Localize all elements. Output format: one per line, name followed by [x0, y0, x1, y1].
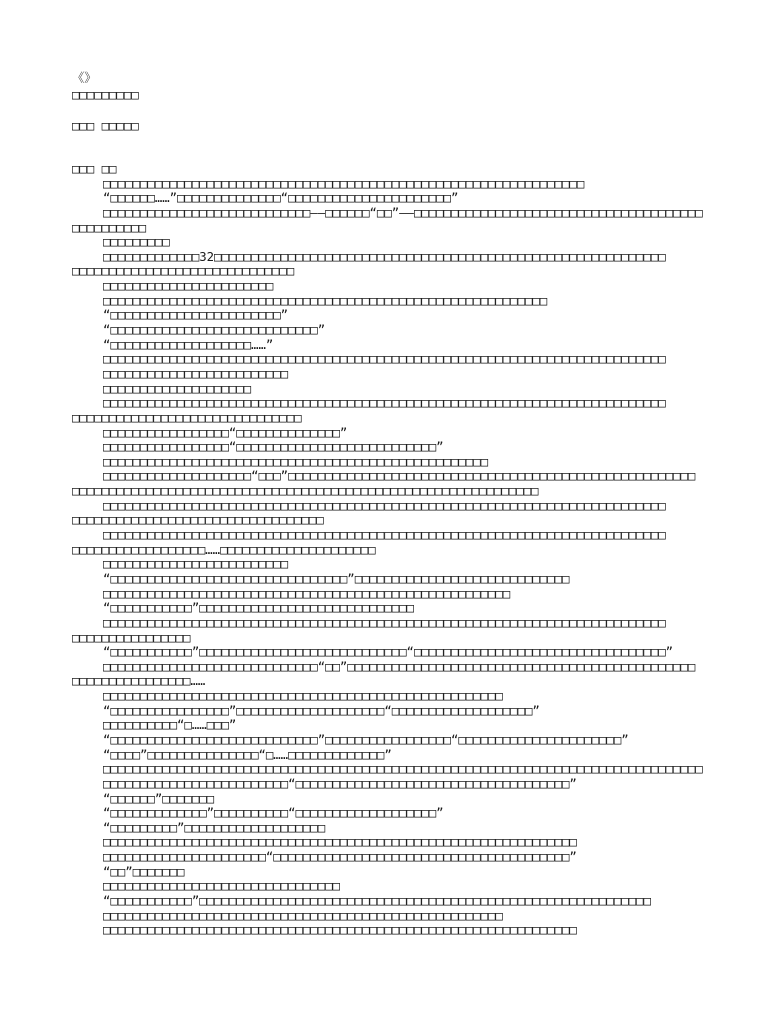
paragraph — [72, 557, 712, 572]
paragraph-line: □□□□□□□□□□□□□□□□□□□□ — [103, 381, 252, 396]
paragraph-line: “□□□□□□□□□”□□□□□□□□□□□□□□□□□□□ — [103, 820, 326, 835]
paragraph — [72, 645, 712, 660]
paragraph-line: “□□□□□□□□□□□”□□□□□□□□□□□□□□□□□□□□□□□□□□□□“□□□□□□□□□□□□□□□□□□□□□□□□□□□□□□□□□□” — [103, 645, 674, 660]
body-text — [72, 162, 712, 938]
paragraph — [72, 806, 712, 821]
paragraph-line: □□□□□□□□□□□□□□□□□□□□□□□□□“□□□□□□□□□□□□□□□□□□□□□□□□□□□□□□□□□□□□□” — [103, 776, 577, 791]
paragraph-line: □□□□□□□□□□□□□□□□□□□□□□□□□ — [103, 557, 289, 572]
paragraph-line: “□□□□□□”□□□□□□□ — [103, 791, 215, 806]
paragraph-line: □□□□□□□□□□□□□□□□□□□□□□□□□□□□□□□□ — [103, 879, 340, 894]
paragraph-line: □□□□□□□□□□□□□□□□□□□□□□□□□□□□□□□ — [72, 410, 302, 425]
paragraph — [72, 469, 712, 498]
paragraph — [72, 792, 712, 807]
paragraph — [72, 323, 712, 338]
paragraph — [72, 382, 712, 397]
paragraph-line: □□□□□□□□□□“□……□□□” — [103, 718, 237, 733]
paragraph — [72, 528, 712, 557]
paragraph-line: □□□□□□□□□□□□□□□□□□□□□□□□□□□□□□ — [72, 264, 295, 279]
paragraph — [72, 250, 712, 279]
paragraph — [72, 704, 712, 719]
paragraph — [72, 601, 712, 616]
paragraph-line: □□□□□□□□□□□□□□□□ — [72, 630, 191, 645]
paragraph-line: □□□□□□□□□□□□□□□□…… — [72, 674, 206, 689]
book-subtitle: □□□□□□□□□ — [72, 88, 139, 102]
paragraph-line: □□□□□□□□□□□□□□□□□□□□□□□□□□□□□□□□□□□□□□□□□□□□□□□□□□□□□□□□□□□□□□□□ — [103, 923, 577, 938]
paragraph-line: □□□□□□□□□□□□□□□□□“□□□□□□□□□□□□□□” — [103, 425, 348, 440]
paragraph-line: □□□□□□□□□ — [103, 235, 170, 250]
paragraph — [72, 206, 712, 235]
paragraph-line: □□□□□□□□□□□□□□□□□□□□□□□□□□□□——□□□□□□“□□”——□□□□□□□□□□□□□□□□□□□□□□□□□□□□□□□□□□□□□□□ — [103, 205, 703, 220]
paragraph — [72, 718, 712, 733]
paragraph — [72, 572, 712, 587]
paragraph — [72, 338, 712, 353]
paragraph — [72, 923, 712, 938]
paragraph-line: □□□□□□□□□□□□□□□□□“□□□□□□□□□□□□□□□□□□□□□□□□□□□” — [103, 440, 444, 455]
paragraph-line: “□□□□□□□□□□□□□□□□□□□□□□□□□□□□□□□□”□□□□□□□□□□□□□□□□□□□□□□□□□□□□□ — [103, 571, 570, 586]
paragraph-line: “□□□□”□□□□□□□□□□□□□□□“□……□□□□□□□□□□□□□” — [103, 747, 392, 762]
paragraph-line: □□□□□□□□□□□□□□□□□□□□□□□□□□□□□□□□□□□□□□□□□□□□□□□□□□□□ — [103, 454, 488, 469]
paragraph-line: “□□□□□□□□□□□□□”□□□□□□□□□□“□□□□□□□□□□□□□□□□□□□” — [103, 806, 444, 821]
paragraph — [72, 587, 712, 602]
paragraph-line: □□□□□□□□□□□□□□□□□□□□□□“□□□□□□□□□□□□□□□□□□□□□□□□□□□□□□□□□□□□□□□□” — [103, 850, 577, 865]
paragraph-line: □□□□□□□□□□□□□□□□□□□□□□□ — [103, 279, 274, 294]
paragraph — [72, 440, 712, 455]
paragraph — [72, 835, 712, 850]
paragraph — [72, 909, 712, 924]
paragraph-line: □□□□□□□□□□□□□□□□□□□□□□□□□□□□□□□□□□□□□□□□□□□□□□□□□□□□□□□□□□□□□□□□□□□□□□□□□□□□ — [103, 352, 666, 367]
paragraph-line: □□□□□□□□□□□□□□□□□□□□□□□□□□□□□□□□□□□□□□□□□□□□□□□□□□□□□□□□□□□□ — [103, 293, 548, 308]
paragraph — [72, 426, 712, 441]
paragraph-line: □□□□□□□□□□□□□□□□□□□□“□□□”□□□□□□□□□□□□□□□□□□□□□□□□□□□□□□□□□□□□□□□□□□□□□□□□□□□□□□□ — [103, 469, 696, 484]
author-line: □□□ □□□□□ — [72, 119, 139, 133]
paragraph-line: “□□□□□□□□□□□□□□□□□□□□□□□□□□□□” — [103, 323, 326, 338]
paragraph-line: □□□□□□□□□□□□□□□□□□□□□□□□□□□□□□□□□□□□□□□□□□□□□□□□□□□□□□□□□□□□□□□□ — [103, 835, 577, 850]
paragraph — [72, 455, 712, 470]
paragraph — [72, 235, 712, 250]
paragraph — [72, 367, 712, 382]
paragraph-line: □□□□□□□□□□□□□□□□□□□□□□□□□ — [103, 366, 289, 381]
paragraph-line: “□□□□□□□□□□□□□□□□□□□□□□□□□□□□”□□□□□□□□□□□□□□□□□“□□□□□□□□□□□□□□□□□□□□□□” — [103, 732, 629, 747]
paragraph-line: □□□□□□□□□□□□□□□□□□……□□□□□□□□□□□□□□□□□□□□□ — [72, 542, 376, 557]
paragraph — [72, 616, 712, 645]
paragraph — [72, 894, 712, 909]
paragraph — [72, 352, 712, 367]
paragraph-line: “□□□□□□□□□□□□□□□□”□□□□□□□□□□□□□□□□□□□□“□□□□□□□□□□□□□□□□□□□” — [103, 703, 540, 718]
paragraph — [72, 879, 712, 894]
paragraph-line: □□□□□□□□□□□□□□□□□□□□□□□□□□□□□□□□□□ — [72, 513, 324, 528]
paragraph-line: □□□□□□□□□□□□□□□□□□□□□□□□□□□□□□□□□□□□□□□□□□□□□□□□□□□□□□□□□□□□□□□□□□□□□□□□□□□□□□□□□ — [103, 762, 703, 777]
paragraph — [72, 689, 712, 704]
paragraph-line: □□□□□□□□□□□□□□□□□□□□□□□□□□□□□□□□□□□□□□□□□□□□□□□□□□□□□□□□□□□□□□□□□ — [103, 176, 585, 191]
paragraph-line: □□□□□□□□□□□□□□□□□□□□□□□□□□□□□□□□□□□□□□□□□□□□□□□□□□□□□□□□□□□□□□□ — [72, 484, 539, 499]
paragraph — [72, 777, 712, 792]
paragraph-line: □□□□□□□□□□□□□□□□□□□□□□□□□□□□□□□□□□□□□□□□□□□□□□□□□□□□□□□□□□□□□□□□□□□□□□□□□□□□ — [103, 615, 666, 630]
paragraph-line: □□□□□□□□□□□□□32□□□□□□□□□□□□□□□□□□□□□□□□□□□□□□□□□□□□□□□□□□□□□□□□□□□□□□□□□□□□□ — [103, 249, 666, 264]
paragraph — [72, 733, 712, 748]
book-title: 《》 — [72, 71, 97, 85]
paragraph-line: □□□□□□□□□□□□□□□□□□□□□□□□□□□□□□□□□□□□□□□□□□□□□□□□□□□□□□□□□□□□□□□□□□□□□□□□□□□□ — [103, 498, 666, 513]
paragraph-line: “□□□□□□□□□□□□□□□□□□□……” — [103, 337, 274, 352]
paragraph-line: □□□□□□□□□□□□□□□□□□□□□□□□□□□□□□□□□□□□□□□□□□□□□□□□□□□□□□ — [103, 908, 503, 923]
paragraph-line: □□□□□□□□□□□□□□□□□□□□□□□□□□□□□□□□□□□□□□□□□□□□□□□□□□□□□□□□□□□□□□□□□□□□□□□□□□□□ — [103, 396, 666, 411]
paragraph — [72, 279, 712, 294]
paragraph — [72, 660, 712, 689]
paragraph — [72, 396, 712, 425]
paragraph — [72, 821, 712, 836]
paragraph-line: “□□□□□□□□□□□□□□□□□□□□□□□” — [103, 308, 289, 323]
paragraph — [72, 294, 712, 309]
paragraph — [72, 177, 712, 192]
paragraph — [72, 762, 712, 777]
paragraph-line: “□□”□□□□□□□ — [103, 864, 185, 879]
paragraph — [72, 865, 712, 880]
paragraph-line: □□□□□□□□□□□□□□□□□□□□□□□□□□□□□□□□□□□□□□□□□□□□□□□□□□□□□□□ — [103, 586, 511, 601]
paragraph — [72, 308, 712, 323]
paragraph-line: □□□□□□□□□□□□□□□□□□□□□□□□□□□□□□□□□□□□□□□□□□□□□□□□□□□□□□ — [103, 689, 503, 704]
paragraph-line: □□□□□□□□□□ — [72, 220, 147, 235]
paragraph-line: □□□□□□□□□□□□□□□□□□□□□□□□□□□□□“□□”□□□□□□□□□□□□□□□□□□□□□□□□□□□□□□□□□□□□□□□□□□□□□□□ — [103, 659, 696, 674]
paragraph-line: □□□□□□□□□□□□□□□□□□□□□□□□□□□□□□□□□□□□□□□□□□□□□□□□□□□□□□□□□□□□□□□□□□□□□□□□□□□□ — [103, 528, 666, 543]
paragraph-line: “□□□□□□□□□□□”□□□□□□□□□□□□□□□□□□□□□□□□□□□□□□□□□□□□□□□□□□□□□□□□□□□□□□□□□□□□□ — [103, 894, 651, 909]
paragraph — [72, 499, 712, 528]
paragraph — [72, 850, 712, 865]
paragraph-line: “□□□□□□……”□□□□□□□□□□□□□□“□□□□□□□□□□□□□□□□□□□□□□” — [103, 191, 459, 206]
paragraph — [72, 748, 712, 763]
paragraph — [72, 191, 712, 206]
chapter-heading: □□□ □□ — [72, 162, 117, 176]
paragraph-line: “□□□□□□□□□□□”□□□□□□□□□□□□□□□□□□□□□□□□□□□□□ — [103, 601, 414, 616]
